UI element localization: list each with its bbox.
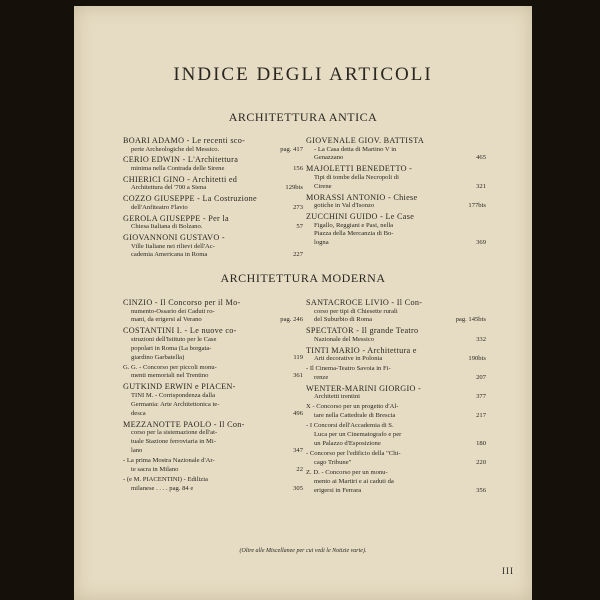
entry-line: - La Casa detta di Martino V in — [314, 145, 397, 153]
entry-line: - (e M. PIACENTINI) - Edilizia — [123, 475, 208, 483]
antica-right-column — [306, 136, 486, 249]
index-entry — [123, 155, 303, 173]
entry-page-number: 347 — [293, 446, 303, 454]
entry-line: Architetti trentini — [314, 393, 360, 401]
entry-line: logna — [314, 239, 329, 247]
entry-line: giardino Garbatella) — [131, 353, 185, 361]
entry-line: Luca per un Cinematografo e per — [314, 431, 402, 439]
index-entry — [306, 164, 486, 191]
page-number: III — [502, 566, 514, 576]
index-entry — [123, 476, 303, 494]
entry-page-number: pag. 145bis — [455, 316, 486, 324]
entry-line: - Il Cinema-Teatro Savoia in Fi- — [306, 365, 391, 373]
entry-line: Germania: Arte Architettonica te- — [131, 400, 220, 408]
index-entry — [123, 136, 303, 154]
entry-line: GIOVANNONI GUSTAVO - — [123, 233, 225, 243]
entry-page-number: 217 — [476, 412, 486, 420]
entry-line: cago Tribune" — [314, 458, 352, 466]
entry-line: Genazzano — [314, 154, 344, 162]
entry-page-number: pag. 246 — [280, 316, 303, 324]
entry-line: gotiche in Val d'Isonzo — [314, 202, 375, 210]
entry-line: Nazionale del Messico — [314, 335, 375, 343]
index-entry — [306, 212, 486, 248]
entry-page-number: 377 — [476, 393, 486, 401]
index-entry — [306, 193, 486, 211]
entry-line: popolari in Roma (La borgata- — [131, 344, 212, 352]
entry-line: erigersi in Ferrara — [314, 486, 362, 494]
entry-page-number: 22 — [296, 465, 303, 473]
moderna-right-column — [306, 298, 486, 496]
entry-line: Arti decorative in Polonia — [314, 355, 383, 363]
entry-line: del Suburbio di Roma — [314, 316, 373, 324]
entry-page-number: 177bis — [468, 202, 486, 210]
index-entry — [123, 326, 303, 362]
entry-line: perte Archeologiche del Messico. — [131, 145, 220, 153]
entry-line: mento ai Martiri e ai caduti da — [314, 477, 394, 485]
entry-page-number: 332 — [476, 335, 486, 343]
entry-line: WENTER-MARINI GIORGIO - — [306, 383, 422, 393]
entry-line: ZUCCHINI GUIDO - Le Case — [306, 212, 415, 222]
entry-line: lano — [131, 446, 143, 454]
index-entry — [123, 364, 303, 382]
index-entry — [123, 233, 303, 260]
entry-line: MORASSI ANTONIO - Chiese — [306, 192, 418, 202]
entry-line: Ville Italiane nei rilievi dell'Ac- — [131, 242, 215, 250]
entry-page-number: 305 — [293, 484, 303, 492]
entry-line: minima nella Contrada delle Sirene — [131, 164, 225, 172]
entry-line: renze — [314, 374, 329, 382]
moderna-left-column — [123, 298, 303, 494]
entry-line: milanese . . . . pag. 84 e — [131, 484, 194, 492]
index-entry — [123, 214, 303, 232]
entry-page-number: 273 — [293, 203, 303, 211]
entry-line: Z. D. - Concorso per un monu- — [306, 468, 388, 476]
entry-line: Figallo, Reggiani e Pasi, nella — [314, 221, 394, 229]
entry-page-number: 220 — [476, 458, 486, 466]
index-entry — [123, 175, 303, 193]
entry-line: GUTKIND ERWIN e PIACEN- — [123, 382, 236, 392]
entry-line: te sacra in Milano — [131, 465, 179, 473]
entry-page-number: 156 — [293, 164, 303, 172]
entry-page-number: 465 — [476, 154, 486, 162]
entry-page-number: 129bis — [285, 184, 303, 192]
index-page — [74, 6, 532, 600]
entry-line: TINTI MARIO - Architettura e — [306, 345, 417, 355]
entry-line: CINZIO - Il Concorso per il Mo- — [123, 298, 241, 307]
entry-line: mani, da erigersi al Verano — [131, 316, 202, 324]
index-entry — [306, 469, 486, 496]
index-entry — [123, 298, 303, 325]
entry-page-number: 207 — [476, 374, 486, 382]
entry-line: GIOVENALE GIOV. BATTISTA — [306, 136, 425, 145]
entry-page-number: 190bis — [468, 355, 486, 363]
entry-page-number: 119 — [293, 353, 303, 361]
index-entry — [306, 326, 486, 344]
entry-line: Tipi di tombe della Necropoli di — [314, 173, 399, 181]
entry-page-number: 356 — [476, 486, 486, 494]
antica-left-column — [123, 136, 303, 261]
entry-line: corso per la sistemazione dell'at- — [131, 429, 218, 437]
entry-line: - La prima Mostra Nazionale d'Ar- — [123, 456, 215, 464]
index-entry — [306, 365, 486, 383]
entry-line: Cirene — [314, 182, 332, 190]
entry-line: un Palazzo d'Esposizione — [314, 439, 381, 447]
section-heading-antica: ARCHITETTURA ANTICA — [228, 110, 378, 124]
entry-line: Piazza della Mercanzia di Bo- — [314, 230, 394, 238]
index-entry — [123, 194, 303, 212]
entry-page-number: 180 — [476, 439, 486, 447]
entry-page-number: 361 — [293, 372, 303, 380]
entry-page-number: 369 — [476, 239, 486, 247]
index-entry — [123, 457, 303, 475]
entry-line: CERIO EDWIN - L'Architettura — [123, 155, 239, 165]
entry-line: corso per tipi di Chiesette rurali — [314, 307, 398, 315]
entry-line: cademia Americana in Roma — [131, 251, 208, 259]
entry-page-number: 496 — [293, 409, 303, 417]
entry-line: - I Concorsi dell'Accademia di S. — [306, 422, 394, 430]
entry-line: BOARI ADAMO - Le recenti sco- — [123, 136, 246, 145]
entry-line: tuale Stazione ferroviaria in Mi- — [131, 437, 216, 445]
index-entry — [306, 450, 486, 468]
entry-line: COSTANTINI I. - Le nuove co- — [123, 326, 237, 336]
index-entry — [306, 403, 486, 421]
entry-line: SANTACROCE LIVIO - Il Con- — [306, 298, 423, 307]
entry-page-number: 227 — [293, 251, 303, 259]
index-entry — [123, 420, 303, 456]
entry-page-number: 57 — [296, 223, 303, 231]
entry-line: menti memoriali nel Trentino — [131, 372, 209, 380]
entry-line: G. G. - Concorso per piccoli monu- — [123, 363, 217, 371]
entry-line: SPECTATOR - Il grande Teatro — [306, 326, 419, 336]
entry-line: Architettura del '700 a Siena — [131, 184, 207, 192]
footnote: (Oltre alle Miscellanee per cui vedi le Notizie varie). — [239, 548, 367, 554]
index-entry — [306, 298, 486, 325]
entry-line: Chiesa Italiana di Bolzano. — [131, 223, 203, 231]
entry-line: GEROLA GIUSEPPE - Per la — [123, 213, 229, 223]
entry-line: numento-Ossario dei Caduti ro- — [131, 307, 215, 315]
entry-line: struzioni dell'Istituto per le Case — [131, 335, 217, 343]
entry-page-number: 321 — [476, 182, 486, 190]
index-entry — [306, 136, 486, 163]
index-entry — [306, 346, 486, 364]
entry-line: dell'Anfiteatro Flavio — [131, 203, 188, 211]
index-entry — [306, 384, 486, 402]
entry-line: MAJOLETTI BENEDETTO - — [306, 164, 413, 174]
index-entry — [123, 382, 303, 418]
entry-line: COZZO GIUSEPPE - La Costruzione — [123, 194, 257, 204]
entry-line: tare nella Cattedrale di Brescia — [314, 412, 396, 420]
index-entry — [306, 422, 486, 449]
entry-page-number: pag. 417 — [280, 145, 303, 153]
entry-line: X - Concorso per un progetto d'Al- — [306, 403, 399, 411]
entry-line: CHIERICI GINO - Architetti ed — [123, 174, 238, 184]
entry-line: TINI M. - Corrispondenza dalla — [131, 391, 216, 399]
entry-line: - Concorso per l'edificio della "Chi- — [306, 449, 401, 457]
section-heading-moderna: ARCHITETTURA MODERNA — [220, 271, 386, 285]
entry-line: desca — [131, 409, 146, 417]
entry-line: MEZZANOTTE PAOLO - Il Con- — [123, 419, 245, 429]
page-title: INDICE DEGLI ARTICOLI — [173, 64, 433, 85]
